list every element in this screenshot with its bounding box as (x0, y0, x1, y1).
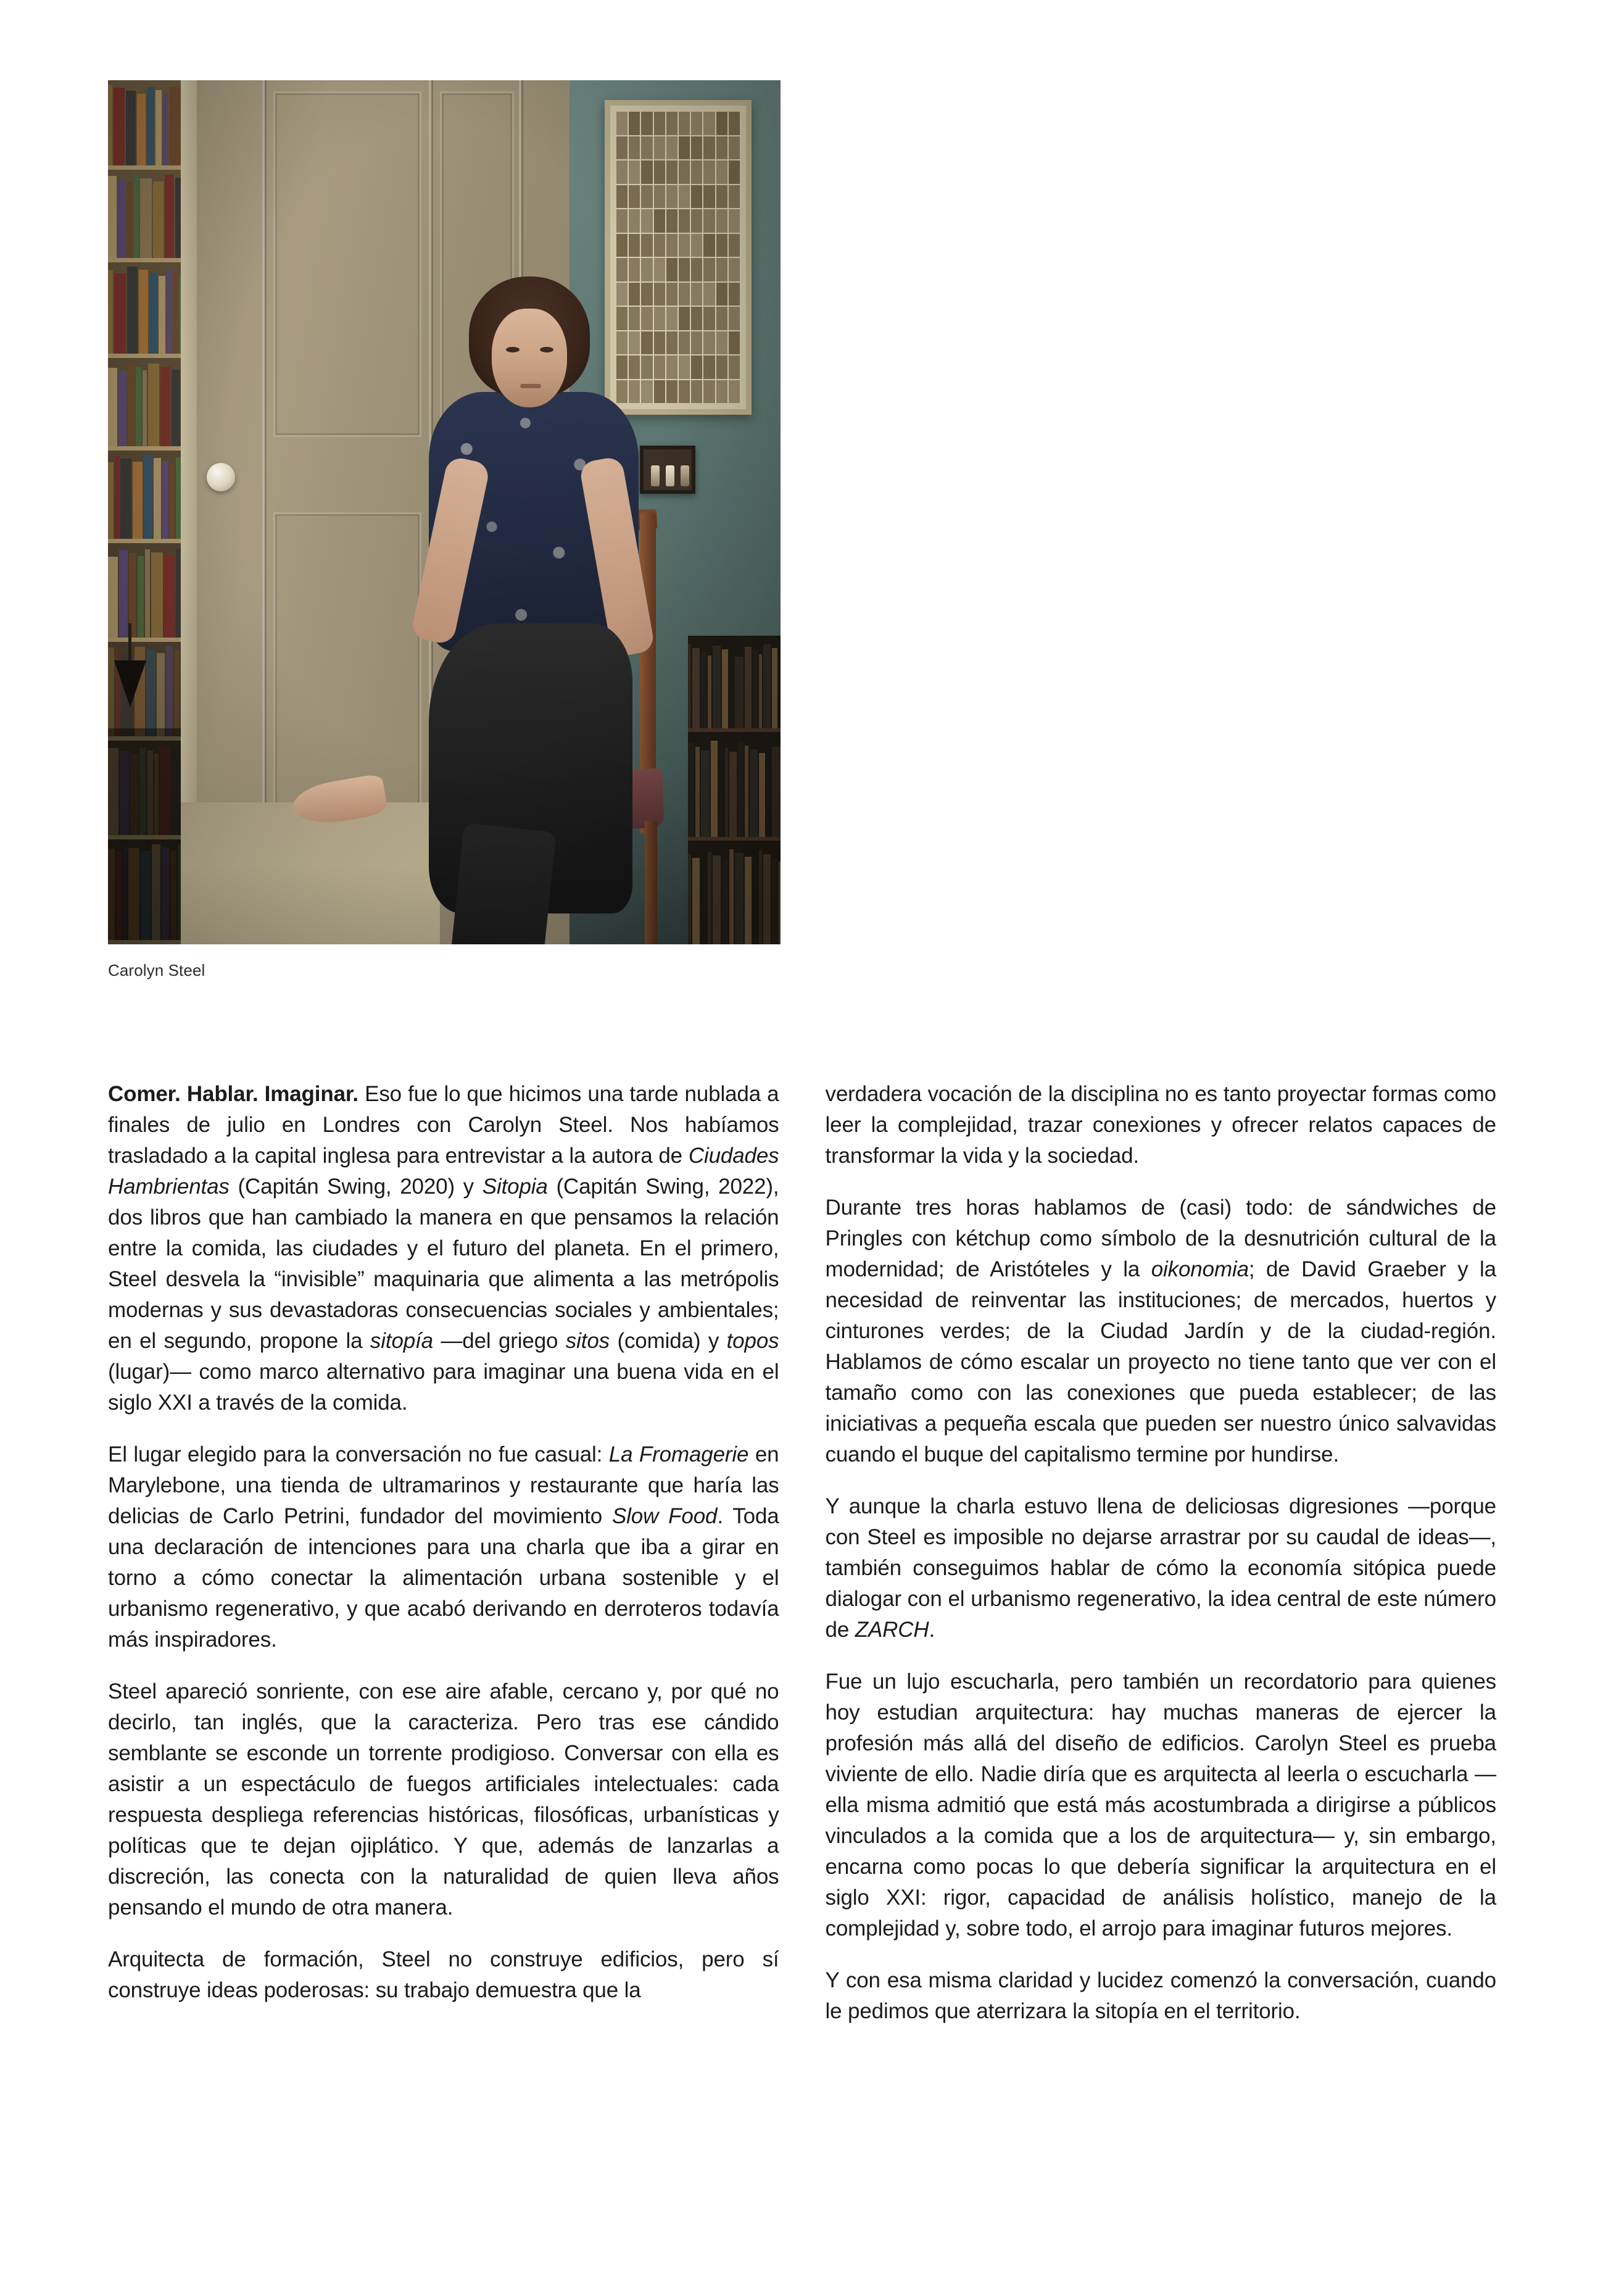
stamp-cell (629, 185, 640, 209)
stamp-cell (666, 160, 677, 184)
stamp-cell (691, 112, 702, 135)
stamp-cell (716, 112, 727, 135)
person-mouth (520, 384, 541, 388)
stamp-cell (679, 283, 690, 306)
stamp-cell (654, 136, 665, 160)
book-spine (108, 368, 117, 446)
text-run: Steel apareció sonriente, con ese aire afable, cercano y, por qué no decirlo, tan inglés, que la caracteriza. Pero tras ese cándido semblante se esconde un torrente prodigioso. Conversar con ella es asistir a un espectáculo de fuegos artificiales intelectuales: cada respuesta despliega referencias históricas, filosóficas, urbanísticas y políticas que te dejan ojiplático. Y que, además de lanzarlas a discreción, las conecta con la naturalidad de quien lleva años pensando el mundo de otra manera. (108, 1679, 779, 1920)
emphasized-title: sitos (565, 1329, 610, 1353)
stamp-cell (679, 258, 690, 281)
stamp-cell (666, 283, 677, 306)
stamp-cell (654, 331, 665, 355)
stamp-cell (729, 356, 740, 379)
book-spine (163, 93, 168, 165)
stamp-cell (703, 160, 715, 184)
book-spine (745, 746, 748, 837)
stamp-cell (679, 136, 690, 160)
stamp-cell (691, 185, 702, 209)
body-paragraph (108, 1439, 779, 1655)
emphasized-title: Ciudades Hambrientas (108, 1144, 779, 1199)
emphasized-title: ZARCH (855, 1618, 929, 1642)
book-spine (688, 644, 691, 728)
text-column-right (826, 1079, 1497, 2027)
book-spine (114, 88, 125, 165)
lamp-shade-icon (114, 660, 146, 707)
book-spine (148, 364, 159, 446)
stamp-cell (729, 185, 740, 209)
stamp-cell (716, 331, 727, 355)
book-spine (133, 462, 143, 539)
bookshelf-row (108, 358, 181, 451)
book-spine (173, 272, 178, 354)
emphasized-title: oikonomia (1151, 1257, 1249, 1281)
body-paragraph (826, 1666, 1497, 1944)
book-spine (753, 651, 758, 728)
book-spine (759, 753, 765, 837)
book-spine (729, 752, 737, 837)
small-framed-picture (640, 446, 695, 494)
emphasized-title: sitopía (370, 1329, 433, 1353)
bookshelf-row (108, 451, 181, 543)
book-spine (126, 182, 133, 258)
book-spine (165, 175, 174, 258)
book-spine (154, 458, 161, 539)
right-bookshelf (688, 841, 781, 944)
text-run: El lugar elegido para la conversación no fue casual: (108, 1442, 609, 1466)
stamp-cell (679, 331, 690, 355)
stamp-cell (716, 258, 727, 281)
book-spine (127, 267, 138, 354)
stamp-cell (666, 331, 677, 355)
book-spine (108, 270, 113, 354)
bookshelf (108, 80, 181, 944)
stamp-cell (616, 160, 628, 184)
book-spine (701, 751, 710, 837)
shelf-shadow (108, 728, 181, 944)
stamp-cell (641, 160, 652, 184)
stamp-cell (616, 356, 628, 379)
stamp-cell (641, 356, 652, 379)
body-paragraph (826, 1192, 1497, 1470)
text-run: Fue un lujo escucharla, pero también un recordatorio para quienes hoy estudian arquitectura: hay muchas maneras de ejercer la profesión más allá del diseño de edificios. Carolyn Steel es prueba viviente de ello. Nadie diría que es arquitecta al leerla o escucharla —ella misma admitió que está más acostumbrada a dirigirse a públicos vinculados a la comida que a los de arquitectura— y, sin embargo, encarna como pocas lo que debería significar la arquitectura en el siglo XXI: rigor, capacidad de análisis holístico, manejo de la complejidad y, sobre todo, el arrojo para imaginar futuros mejores. (825, 1670, 1496, 1940)
book-spine (145, 549, 150, 638)
stamp-cell (679, 209, 690, 233)
stamp-cell (716, 380, 727, 404)
stamp-cell (629, 112, 640, 135)
emphasized-title: Slow Food (611, 1504, 718, 1528)
stamp-cell (703, 356, 715, 379)
book-spine (722, 859, 728, 944)
stamp-cell (691, 380, 702, 404)
lamp-stem (128, 623, 131, 662)
stamp-cell (679, 160, 690, 184)
stamp-cell (729, 258, 740, 281)
stamp-cell (729, 307, 740, 330)
stamp-cell (641, 307, 652, 330)
book-spine (126, 91, 136, 165)
stamp-cell (654, 112, 665, 135)
stamp-cell (654, 209, 665, 233)
book-spine (159, 276, 165, 354)
stamp-cell (666, 234, 677, 257)
body-paragraph (826, 1079, 1497, 1171)
door-knob (207, 463, 235, 491)
chair-leg (645, 821, 657, 944)
stamp-cell (729, 234, 740, 257)
book-spine (164, 555, 175, 638)
stamp-cell (666, 185, 677, 209)
book-spine (157, 653, 165, 736)
stamp-cell (729, 380, 740, 404)
text-run: (Capitán Swing, 2020) y (229, 1175, 483, 1199)
book-spine (750, 749, 758, 837)
text-run: Durante tres horas hablamos de (casi) todo: de sándwiches de Pringles con kétchup como símbolo de la desnutrición cultural de la modernidad; de Aristóteles y la (825, 1196, 1496, 1281)
stamp-cell (629, 209, 640, 233)
book-spine (120, 459, 131, 539)
text-run: . Toda una declaración de intenciones para una charla que iba a girar en torno a cómo conectar la alimentación urbana sostenible y el urbanismo regenerativo, y que acabó derivando en derroteros todavía más inspiradores. (108, 1504, 779, 1652)
stamp-cell (729, 283, 740, 306)
text-run: Y aunque la charla estuvo llena de deliciosas digresiones —porque con Steel es imposible no dejarse arrastrar por su caudal de ideas—, también conseguimos hablar de cómo la economía sitópica puede dialogar con el urbanismo regenerativo, la idea central de este número de (825, 1494, 1496, 1642)
stamp-cell (679, 356, 690, 379)
stamp-cell (703, 209, 715, 233)
stamp-cell (703, 307, 715, 330)
book-spine (134, 175, 139, 258)
text-run: . (929, 1618, 935, 1642)
stamp-cell (691, 209, 702, 233)
body-paragraph (826, 1491, 1497, 1645)
book-spine (118, 179, 125, 258)
book-spine (759, 654, 762, 728)
stamp-cell (729, 331, 740, 355)
stamp-cell (703, 258, 715, 281)
stamp-cell (729, 160, 740, 184)
book-spine (766, 743, 771, 837)
article-figure (108, 80, 781, 981)
book-spine (144, 455, 152, 539)
stamp-cell (616, 258, 628, 281)
stamp-cell (703, 234, 715, 257)
book-spine (738, 742, 744, 837)
stamp-cell (629, 331, 640, 355)
book-spine (176, 457, 181, 539)
stamp-cell (654, 380, 665, 404)
bookshelf-row (108, 170, 181, 262)
stamp-cell (691, 258, 702, 281)
stamp-cell (703, 185, 715, 209)
stamp-cell (641, 283, 652, 306)
book-spine (136, 367, 141, 446)
person-face (492, 309, 567, 407)
book-spine (729, 653, 734, 728)
stamp-cell (641, 136, 652, 160)
stamp-cell (703, 380, 715, 404)
stamp-cell (703, 331, 715, 355)
stamp-cell (679, 234, 690, 257)
stamp-cell (616, 185, 628, 209)
book-spine (149, 273, 157, 354)
book-spine (108, 462, 114, 539)
emphasized-title: topos (726, 1329, 779, 1353)
stamp-cell (654, 283, 665, 306)
text-run: Arquitecta de formación, Steel no construye edificios, pero sí construye ideas poderosas: su trabajo demuestra que la (108, 1947, 779, 2002)
text-run: verdadera vocación de la disciplina no es tanto proyectar formas como leer la complejidad, trazar conexiones y ofrecer relatos capaces de transformar la vida y la sociedad. (825, 1082, 1496, 1168)
stamp-cell (641, 380, 652, 404)
book-spine (692, 858, 700, 944)
book-spine (139, 270, 148, 354)
book-spine (725, 748, 728, 837)
framed-stamp-sheet (605, 100, 752, 415)
stamp-cell (629, 160, 640, 184)
stamp-cell (629, 234, 640, 257)
book-spine (719, 744, 724, 837)
book-spine (772, 648, 777, 728)
book-spine (759, 851, 762, 944)
book-spine (108, 176, 117, 258)
book-spine (779, 862, 781, 944)
stamp-cell (703, 283, 715, 306)
stamp-cell (691, 160, 702, 184)
stamp-cell (616, 283, 628, 306)
book-spine (108, 647, 114, 736)
right-bookshelf (688, 732, 781, 841)
book-spine (167, 269, 172, 354)
bookshelf-row (108, 262, 181, 358)
stamp-cell (654, 234, 665, 257)
stamp-cell (616, 136, 628, 160)
body-paragraph (108, 1676, 779, 1923)
stamp-cell (616, 331, 628, 355)
stamp-cell (641, 234, 652, 257)
book-spine (108, 85, 112, 165)
book-spine (169, 86, 181, 165)
stamp-cell (616, 307, 628, 330)
stamp-cell (666, 136, 677, 160)
stamp-cell (679, 380, 690, 404)
stamp-cell (654, 160, 665, 184)
book-spine (128, 364, 135, 446)
stamp-cell (716, 185, 727, 209)
stamp-cell (729, 136, 740, 160)
book-spine (688, 854, 691, 944)
book-spine (160, 367, 170, 446)
book-spine (692, 648, 700, 728)
book-spine (713, 646, 721, 728)
floor (181, 802, 440, 944)
stamp-cell (666, 112, 677, 135)
stamp-cell (641, 112, 652, 135)
book-spine (711, 741, 718, 837)
stamp-cell (641, 331, 652, 355)
portrait-photo (108, 80, 781, 944)
stamp-cell (729, 209, 740, 233)
stamp-cell (691, 136, 702, 160)
figure-caption: Carolyn Steel (108, 961, 205, 980)
book-spine (753, 860, 758, 944)
stamp-cell (729, 112, 740, 135)
stamp-cell (666, 356, 677, 379)
stamp-cell (616, 234, 628, 257)
book-spine (701, 862, 706, 944)
emphasized-title: La Fromagerie (608, 1442, 749, 1466)
stamp-cell (654, 258, 665, 281)
text-run: (lugar)— como marco alternativo para imaginar una buena vida en el siglo XXI a través de la comida. (108, 1360, 779, 1415)
stamp-cell (679, 307, 690, 330)
book-spine (162, 461, 168, 539)
book-spine (701, 652, 706, 728)
stamp-cell (716, 307, 727, 330)
stamp-cell (629, 258, 640, 281)
text-run: en Marylebone, una tienda de ultramarinos y restaurante que haría las delicias de Carlo Petrini, fundador del movimiento (108, 1442, 779, 1528)
book-spine (722, 649, 728, 728)
book-spine (138, 556, 144, 638)
text-run: —del griego (433, 1329, 566, 1353)
stamp-cell (679, 112, 690, 135)
stamp-cell (691, 234, 702, 257)
book-spine (745, 857, 752, 944)
stamp-cell (616, 112, 628, 135)
book-spine (176, 549, 181, 638)
stamp-cell (629, 307, 640, 330)
book-spine (174, 649, 180, 736)
stamp-cell (703, 136, 715, 160)
book-spine (114, 273, 126, 354)
body-paragraph (108, 1944, 779, 2006)
book-spine (735, 657, 744, 728)
stamp-cell (641, 209, 652, 233)
text-run: Eso fue lo que hicimos una tarde nublada a finales de julio en Londres con Carolyn Steel. Nos habíamos trasladado a la capital inglesa para entrevistar a la autora de (108, 1082, 779, 1168)
book-spine (118, 371, 126, 446)
bookshelf-row (108, 80, 181, 170)
stamp-cell (616, 209, 628, 233)
body-paragraph (826, 1965, 1497, 2027)
person-eye-left (506, 347, 520, 352)
stamp-cell (666, 258, 677, 281)
article-body (108, 1079, 1496, 2027)
person-eye-right (540, 347, 553, 352)
stamp-cell (691, 307, 702, 330)
stamp-cell (716, 136, 727, 160)
book-spine (166, 646, 173, 736)
stamp-cell (691, 283, 702, 306)
book-spine (119, 550, 128, 638)
stamp-cell (666, 307, 677, 330)
text-run: Y con esa misma claridad y lucidez comenzó la conversación, cuando le pedimos que aterrizara la sitopía en el territorio. (825, 1968, 1496, 2023)
book-spine (735, 853, 744, 944)
book-spine (108, 557, 118, 638)
book-spine (708, 655, 711, 728)
stamp-cell (629, 380, 640, 404)
book-spine (153, 181, 164, 258)
stamp-cell (716, 160, 727, 184)
stamp-cell (654, 356, 665, 379)
stamp-cell (716, 283, 727, 306)
stamp-cell (629, 356, 640, 379)
text-run: (comida) y (610, 1329, 727, 1353)
stamp-cell (679, 185, 690, 209)
stamp-cell (716, 209, 727, 233)
book-spine (688, 743, 694, 837)
book-spine (151, 552, 163, 638)
stamp-cell (691, 356, 702, 379)
stamp-cell (666, 380, 677, 404)
text-run: ; de David Graeber y la necesidad de reinventar las instituciones; de mercados, huertos y cinturones verdes; de la Ciudad Jardín y de la ciudad-región. Hablamos de cómo escalar un proyecto no tiene tanto que ver con el tamaño como con las conexiones que pueda establecer; de las iniciativas a pequeña escala que pueden ser nuestro único salvavidas cuando el buque del capitalismo termine por hundirse. (825, 1257, 1496, 1466)
book-spine (763, 854, 771, 944)
book-spine (772, 747, 781, 837)
stamp-cell (641, 185, 652, 209)
book-spine (137, 94, 146, 165)
book-spine (115, 455, 119, 539)
book-spine (695, 747, 700, 837)
book-spine (146, 650, 155, 736)
book-spine (147, 87, 154, 165)
book-spine (729, 849, 734, 944)
stamp-cell (666, 209, 677, 233)
paragraph-lead-in: Comer. Hablar. Imaginar. (108, 1082, 359, 1106)
book-spine (713, 855, 721, 944)
stamp-cell (716, 234, 727, 257)
book-spine (772, 858, 777, 944)
book-spine (175, 178, 181, 258)
book-spine (170, 464, 175, 539)
emphasized-title: Sitopia (482, 1175, 548, 1199)
stamp-cell (629, 283, 640, 306)
stamp-cell (654, 185, 665, 209)
text-column-left (108, 1079, 779, 2027)
stamp-cell (641, 258, 652, 281)
book-spine (140, 178, 152, 258)
right-bookshelf (688, 636, 781, 732)
stamp-cell (691, 331, 702, 355)
stamp-cell (654, 307, 665, 330)
bookshelf-row (108, 543, 181, 642)
book-spine (172, 370, 180, 446)
book-spine (745, 647, 752, 728)
book-spine (708, 852, 711, 944)
stamp-cell (703, 112, 715, 135)
text-run: (Capitán Swing, 2022), dos libros que han cambiado la manera en que pensamos la relación entre la comida, las ciudades y el futuro del planeta. En el primero, Steel desvela la “invisible” maquinaria que alimenta a las metrópolis modernas y sus devastadoras consecuencias sociales y ambientales; en el segundo, propone la (108, 1175, 779, 1353)
stamp-cell (629, 136, 640, 160)
stamp-cell (716, 356, 727, 379)
body-paragraph (108, 1079, 779, 1418)
book-spine (143, 370, 147, 446)
book-spine (155, 90, 162, 165)
stamp-cell (616, 380, 628, 404)
book-spine (779, 652, 781, 728)
book-spine (763, 644, 771, 728)
